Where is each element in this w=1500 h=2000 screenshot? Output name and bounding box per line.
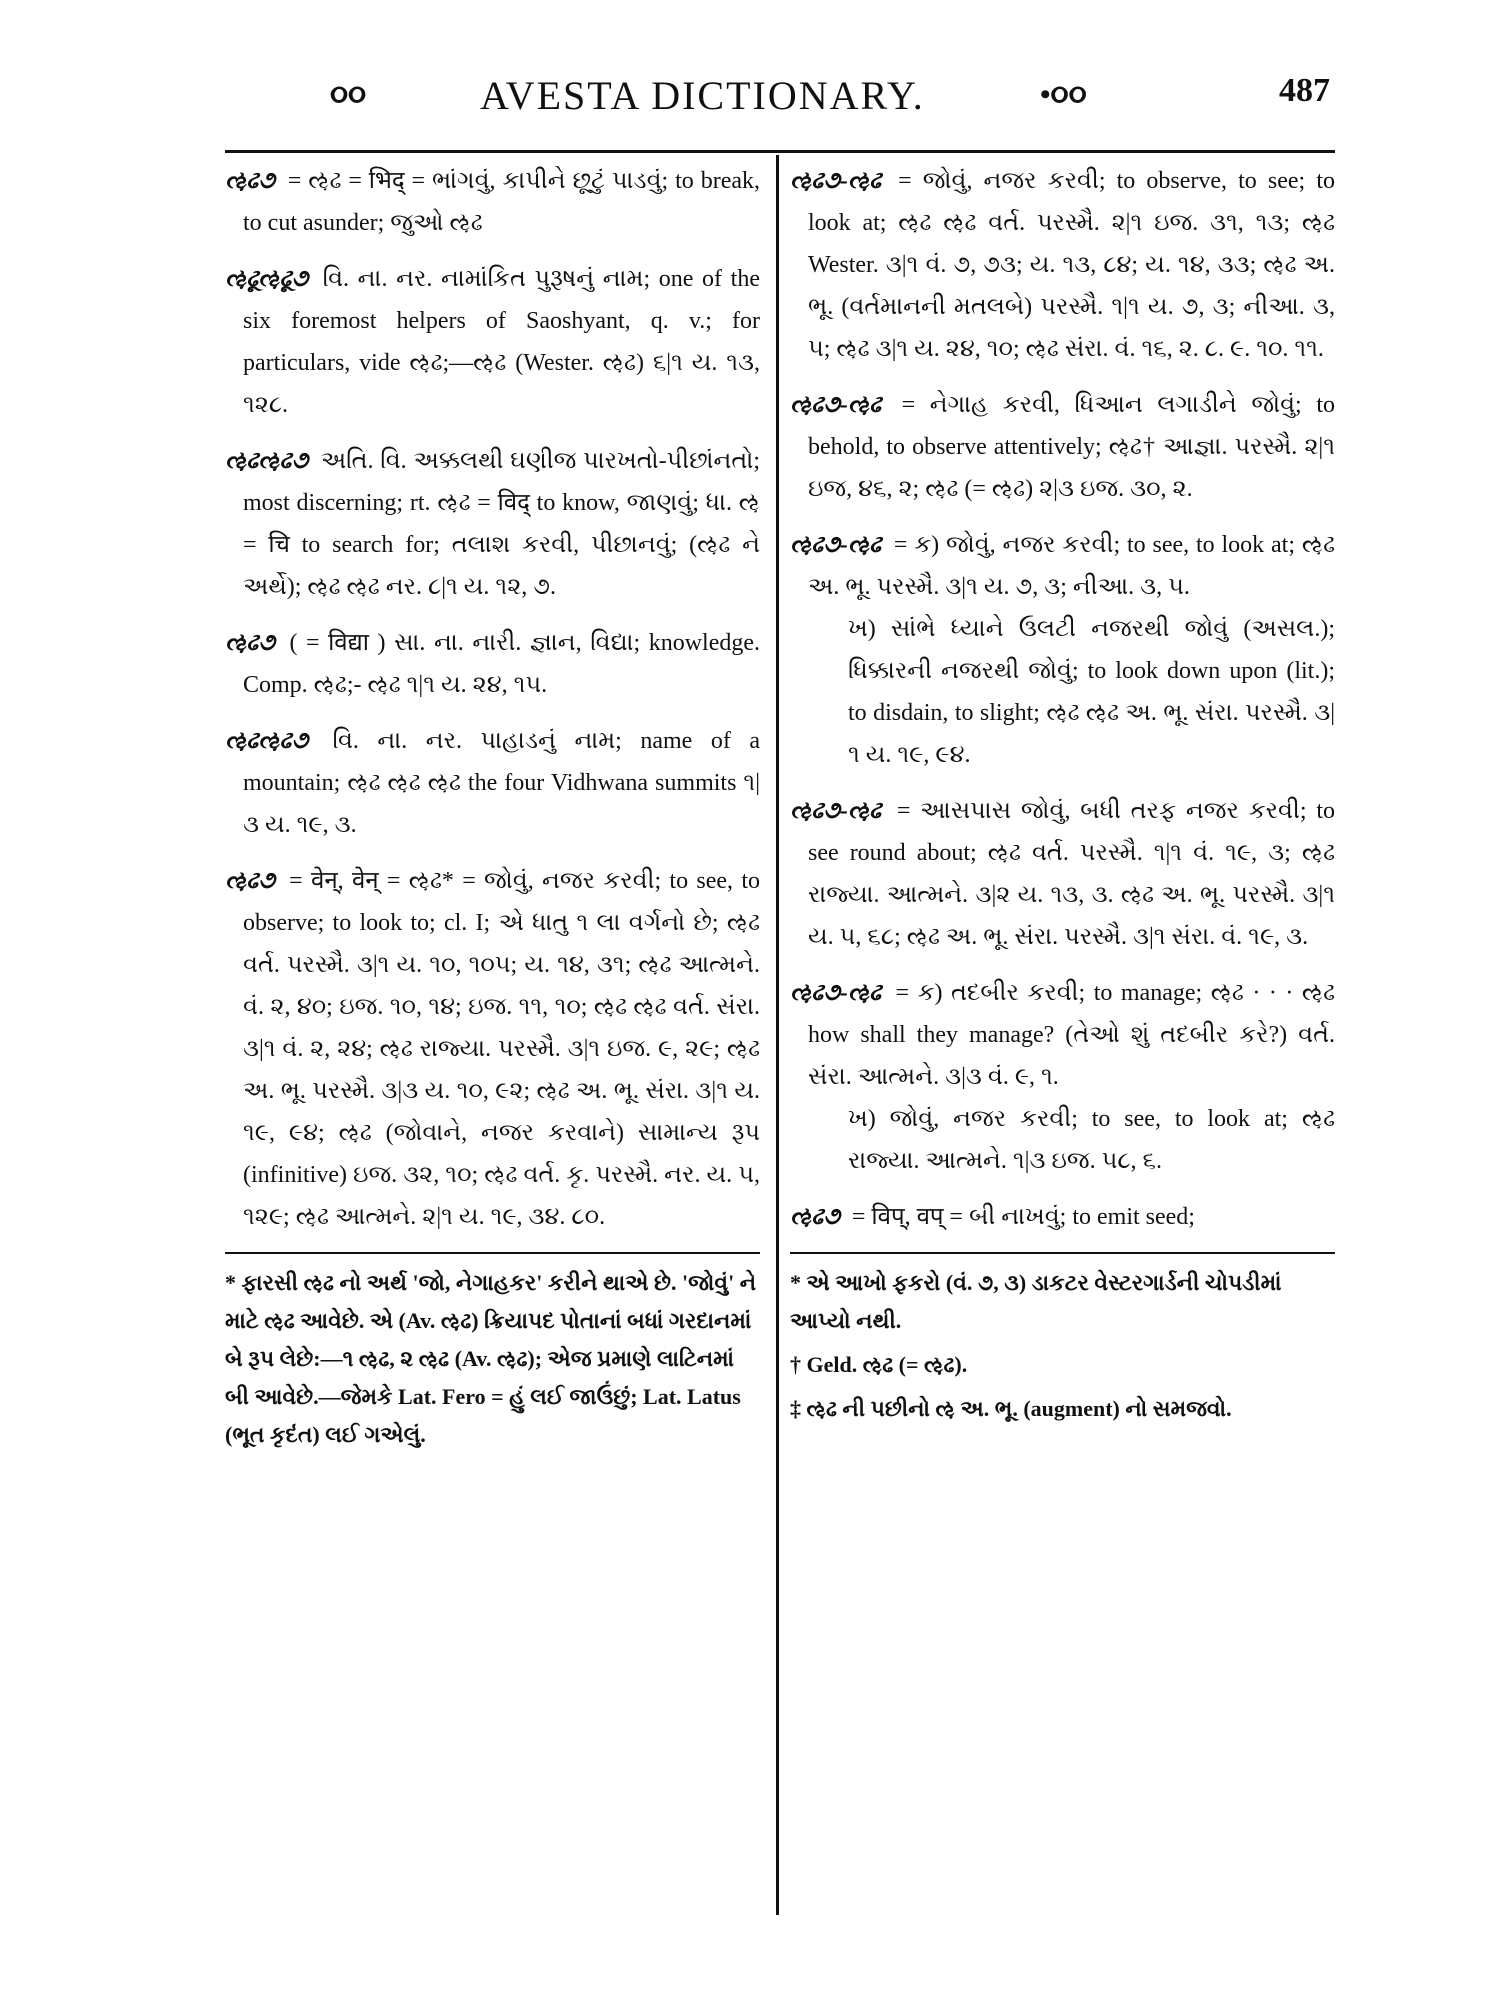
dictionary-entry bbox=[225, 720, 760, 846]
entry-text: વિ. ના. નર. પાહાડનું નામ; name of a mountain; ઌ઼ઢ ઌ઼ઢ ઌ઼ઢ the four Vidhwana summits ૧|૩ ય. ૧૯, ૩. bbox=[243, 728, 760, 838]
page-header bbox=[300, 72, 1330, 132]
entry-text: = विप्, वप् = બી નાખવું; to emit seed; bbox=[851, 1204, 1195, 1230]
footnote-text: ‡ ઌ઼ઢ ની પછીનો ઌ઼ અ. ભૂ. (augment) નો સમજવો. bbox=[790, 1396, 1232, 1421]
dictionary-entry bbox=[225, 860, 760, 1238]
page-number: 487 bbox=[1279, 72, 1330, 109]
entry-headword: ઌ઼ઢઌ઼ઢ૭ bbox=[225, 448, 309, 474]
dictionary-entry bbox=[225, 258, 760, 426]
entry-text: ( = विद्या ) સા. ના. નારી. જ્ઞાન, વિદ્યા; knowledge. Comp. ઌ઼ઢ;- ઌ઼ઢ ૧|૧ ય. ૨૪, ૧૫. bbox=[243, 630, 761, 698]
footnote bbox=[225, 1264, 760, 1454]
entry-subsense: ખ) સાંભે ધ્યાને ઉલટી નજરથી જોવું (અસલ.); ધિક્કારની નજરથી જોવું; to look down upon (lit.); to disdain, to slight; ઌ઼ઢ ઌ઼ઢ અ. ભૂ. સંરા. પરસ્મૈ. ૩|૧ ય. ૧૯, ૯૪. bbox=[848, 616, 1335, 768]
dictionary-entry bbox=[790, 790, 1335, 958]
footnote-rule bbox=[790, 1252, 1335, 1254]
entry-headword: ઌ઼ઢ૭-ઌ઼ઢ bbox=[790, 392, 882, 418]
dictionary-entry bbox=[225, 160, 760, 244]
entry-headword: ઌ઼ઢ૭-ઌ઼ઢ bbox=[790, 798, 882, 824]
dictionary-entry bbox=[790, 972, 1335, 1182]
dictionary-entry bbox=[790, 384, 1335, 510]
entry-headword: ઌ઼ઢ૭ bbox=[225, 868, 275, 894]
footnote-rule bbox=[225, 1252, 760, 1254]
entry-headword: ઌ઼ઢ૭-ઌ઼ઢ bbox=[790, 532, 882, 558]
entry-headword: ઌ઼ઢ૭ bbox=[225, 630, 275, 656]
entry-headword: ઌ઼ઢ૭ bbox=[225, 168, 275, 194]
right-column bbox=[790, 160, 1335, 1434]
dictionary-entry bbox=[790, 1196, 1335, 1238]
entry-headword: ઌ઼ઢઌ઼ઢ૭ bbox=[225, 728, 309, 754]
dictionary-entry bbox=[225, 440, 760, 608]
entry-headword: ઌ઼ઢ૭-ઌ઼ઢ bbox=[790, 980, 882, 1006]
dictionary-entry bbox=[790, 524, 1335, 776]
entry-headword: ઌ઼ઢ૭-ઌ઼ઢ bbox=[790, 168, 882, 194]
dictionary-entry bbox=[225, 622, 760, 706]
entry-text: = આસપાસ જોવું, બધી તરફ નજર કરવી; to see round about; ઌ઼ઢ વર્ત. પરસ્મૈ. ૧|૧ વં. ૧૯, ૩; ઌ઼ઢ રાજ્યા. આત્મને. ૩|૨ ય. ૧૩, ૩. ઌ઼ઢ અ. ભૂ. પરસ્મૈ. ૩|૧ ય. ૫, ૬૮; ઌ઼ઢ અ. ભૂ. સંરા. પરસ્મૈ. ૩|૧ સંરા. વં. ૧૯, ૩. bbox=[808, 798, 1336, 950]
entry-text: અતિ. વિ. અક્કલથી ઘણીજ પારખતો-પીછાંનતો; most discerning; rt. ઌ઼ઢ = विद् to know, જાણવું; ધા. ઌ઼ = चि to search for; તલાશ કરવી, પીછાનવું; (ઌ઼ઢ ને અર્થે); ઌ઼ઢ ઌ઼ઢ નર. ૮|૧ ય. ૧૨, ૭. bbox=[243, 448, 760, 600]
page-title: AVESTA DICTIONARY. bbox=[480, 73, 925, 118]
entry-text: = ક) તદબીર કરવી; to manage; ઌ઼ઢ · · · ઌ઼ઢ how shall they manage? (તેઓ શું તદબીર કરે?) વર્ત. સંરા. આત્મને. ૩|૩ વં. ૯, ૧. bbox=[808, 980, 1336, 1090]
dictionary-entry bbox=[790, 160, 1335, 370]
footnote-text: † Geld. ઌ઼ઢ (= ઌ઼ઢ). bbox=[790, 1352, 968, 1377]
column-divider bbox=[776, 155, 779, 1915]
entry-text: = ઌ઼ઢ = भिद् = ભાંગવું, કાપીને છૂટું પાડવું; to break, to cut asunder; જુઓ ઌ઼ઢ bbox=[243, 168, 760, 236]
entry-headword: ઌ઼ઢ૭ bbox=[790, 1204, 840, 1230]
footnotes bbox=[790, 1264, 1335, 1428]
header-rule bbox=[225, 150, 1335, 153]
entry-text: = નેગાહ કરવી, ધિઆન લગાડીને જોવું; to behold, to observe attentively; ઌ઼ઢ† આજ્ઞા. પરસ્મૈ. ૨|૧ ઇજ, ૪૬, ૨; ઌ઼ઢ (= ઌ઼ઢ) ૨|૩ ઇજ. ૩૦, ૨. bbox=[808, 392, 1336, 502]
entry-text: વિ. ના. નર. નામાંકિત પુરૂષનું નામ; one of the six foremost helpers of Saoshyant, q. v.; for particulars, vide ઌ઼ઢ;—ઌ઼ઢ (Wester. ઌ઼ઢ) ૬|૧ ય. ૧૩, ૧૨૮. bbox=[243, 266, 761, 418]
entry-headword: ઌ઼ઢૂઌ઼ઢૂ૭ bbox=[225, 266, 309, 292]
footnote-text: * એ આખો ફકરો (વં. ૭, ૩) ડાકટર વેસ્ટરગાર્ડની ચોપડીમાં આપ્યો નથી. bbox=[790, 1270, 1282, 1333]
entry-text: = જોવું, નજર કરવી; to observe, to see; to look at; ઌ઼ઢ ઌ઼ઢ વર્ત. પરસ્મૈ. ૨|૧ ઇજ. ૩૧, ૧૩; ઌ઼ઢ Wester. ૩|૧ વં. ૭, ૭૩; ય. ૧૩, ૮૪; ય. ૧૪, ૩૩; ઌ઼ઢ અ. ભૂ. (વર્તમાનની મતલબે) પરસ્મૈ. ૧|૧ ય. ૭, ૩; નીઆ. ૩, ૫; ઌ઼ઢ ૩|૧ ય. ૨૪, ૧૦; ઌ઼ઢ સંરા. વં. ૧૬, ૨. ૮. ૯. ૧૦. ૧૧. bbox=[808, 168, 1336, 362]
entry-text: = वेन्, वेन् = ઌ઼ઢ* = જોવું, નજર કરવી; to see, to observe; to look to; cl. I; એ ધાતુ ૧ લા વર્ગનો છે; ઌ઼ઢ વર્ત. પરસ્મૈ. ૩|૧ ય. ૧૦, ૧૦૫; ય. ૧૪, ૩૧; ઌ઼ઢ આત્મને. વં. ૨, ૪૦; ઇજ. ૧૦, ૧૪; ઇજ. ૧૧, ૧૦; ઌ઼ઢ ઌ઼ઢ વર્ત. સંરા. ૩|૧ વં. ૨, ૨૪; ઌ઼ઢ રાજ્યા. પરસ્મૈ. ૩|૧ ઇજ. ૯, ૨૯; ઌ઼ઢ અ. ભૂ. પરસ્મૈ. ૩|૩ ય. ૧૦, ૯૨; ઌ઼ઢ અ. ભૂ. સંરા. ૩|૧ ય. ૧૯, ૯૪; ઌ઼ઢ (જોવાને, નજર કરવાને) સામાન્ય રૂપ (infinitive) ઇજ. ૩૨, ૧૦; ઌ઼ઢ વર્ત. કૃ. પરસ્મૈ. નર. ય. ૫, ૧૨૯; ઌ઼ઢ આત્મને. ૨|૧ ય. ૧૯, ૩૪. ૮૦. bbox=[243, 868, 760, 1230]
entry-text: = ક) જોવું, નજર કરવી; to see, to look at; ઌ઼ઢ અ. ભૂ. પરસ્મૈ. ૩|૧ ય. ૭, ૩; નીઆ. ૩, ૫. bbox=[808, 532, 1335, 600]
footnote-text: * ફારસી ઌ઼ઢ નો અર્થ 'જો, નેગાહકર' કરીને થાએ છે. 'જોવું' ને માટે ઌ઼ઢ આવેછે. એ (Av. ઌ઼ઢ) ક્રિયાપદ પોતાનાં બધાં ગરદાનમાં બે રૂપ લેછે:—૧ ઌ઼ઢ, ૨ ઌ઼ઢ (Av. ઌ઼ઢ); એજ પ્રમાણે લાટિનમાં બી આવેછે.—જેમકે Lat. Fero = હું લઈ જાઉંછું; Lat. Latus (ભૂત કૃદંત) લઈ ગએલું. bbox=[225, 1270, 757, 1447]
header-ornament-left: ૦૦ bbox=[330, 78, 367, 111]
left-column bbox=[225, 160, 760, 1460]
header-ornament-right: •૦૦ bbox=[1040, 78, 1087, 111]
entry-subsense: ખ) જોવું, નજર કરવી; to see, to look at; ઌ઼ઢ રાજ્યા. આત્મને. ૧|૩ ઇજ. ૫૮, ૬. bbox=[848, 1106, 1335, 1174]
